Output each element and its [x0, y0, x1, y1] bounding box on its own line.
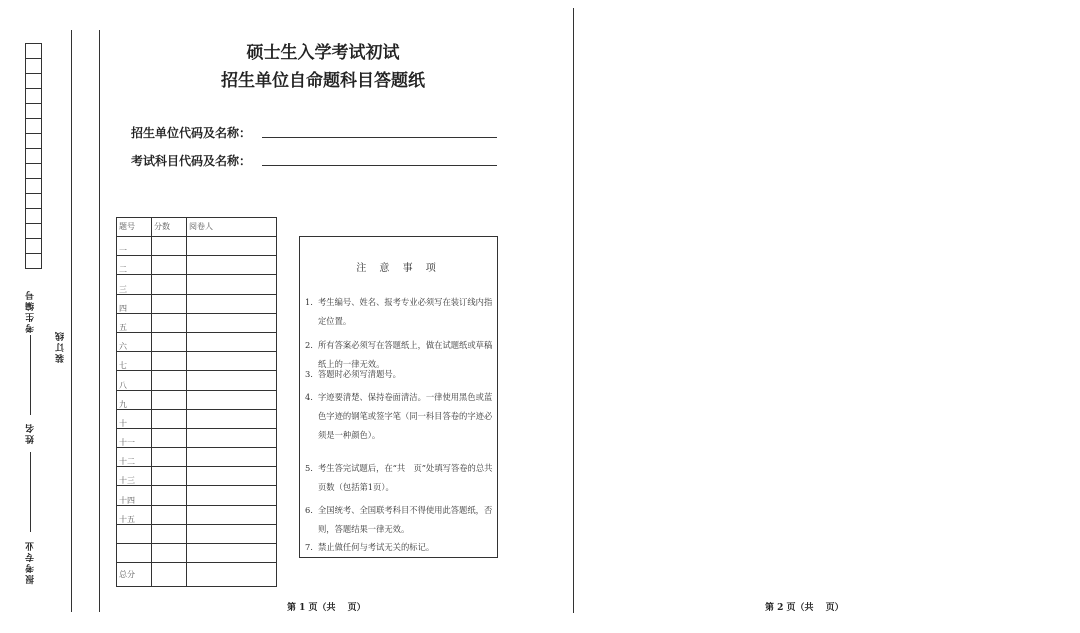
- score-cell[interactable]: [152, 467, 187, 486]
- binding-line-inner: [99, 30, 100, 612]
- score-cell[interactable]: [152, 352, 187, 371]
- score-table-row: [117, 467, 277, 486]
- score-table-row: [117, 544, 277, 563]
- score-table-row: [117, 524, 277, 543]
- question-number-cell: 二: [117, 256, 152, 275]
- name-line: [30, 452, 31, 532]
- institution-code-blank[interactable]: [262, 121, 497, 138]
- candidate-number-box[interactable]: [25, 43, 42, 59]
- question-number-cell: 十三: [117, 467, 152, 486]
- question-number-cell: 五: [117, 313, 152, 332]
- notice-item-number: 7.: [305, 542, 313, 552]
- notice-item-text: 所有答案必须写在答题纸上，做在试题纸或草稿纸上的一律无效。: [318, 340, 493, 369]
- subject-code-blank[interactable]: [262, 149, 497, 166]
- question-number-cell: 十五: [117, 505, 152, 524]
- page-1-footer: 第 1 页（共 页）: [287, 603, 366, 613]
- candidate-number-box[interactable]: [25, 178, 42, 194]
- score-table: [116, 217, 277, 587]
- score-cell[interactable]: [152, 294, 187, 313]
- candidate-number-box[interactable]: [25, 163, 42, 179]
- score-table-row: [117, 448, 277, 467]
- score-table-row: [117, 505, 277, 524]
- question-number-cell: 十一: [117, 428, 152, 447]
- score-cell[interactable]: [152, 237, 187, 256]
- notice-item-text: 考生答完试题后，在“共 页”处填写答卷的总共页数（包括第1页）。: [318, 463, 493, 492]
- grader-cell[interactable]: [187, 486, 277, 505]
- score-table-row: [117, 352, 277, 371]
- candidate-number-boxes: [25, 43, 42, 269]
- score-table-row: [117, 428, 277, 447]
- notice-item-number: 5.: [305, 463, 313, 473]
- notice-item-text: 禁止做任何与考试无关的标记。: [318, 542, 435, 552]
- score-table-row: [117, 409, 277, 428]
- candidate-number-box[interactable]: [25, 193, 42, 209]
- notice-item: [305, 459, 493, 497]
- total-score-label: 总分: [117, 563, 152, 587]
- score-table-row: [117, 486, 277, 505]
- candidate-number-label: 考生编号: [26, 289, 36, 333]
- grader-cell[interactable]: [187, 467, 277, 486]
- grader-cell[interactable]: [187, 275, 277, 294]
- score-table-row: [117, 390, 277, 409]
- question-number-cell: 六: [117, 332, 152, 351]
- score-cell[interactable]: [152, 390, 187, 409]
- notice-item-number: 2.: [305, 340, 313, 350]
- question-number-cell: [117, 524, 152, 543]
- candidate-number-box[interactable]: [25, 208, 42, 224]
- notice-title: 注 意 事 项: [356, 263, 441, 274]
- score-cell[interactable]: [152, 524, 187, 543]
- grader-cell[interactable]: [187, 256, 277, 275]
- binding-line-outer: [71, 30, 72, 612]
- grader-cell[interactable]: [187, 332, 277, 351]
- score-table-header: [117, 218, 277, 237]
- question-number-cell: [117, 544, 152, 563]
- question-number-cell: 八: [117, 371, 152, 390]
- candidate-number-box[interactable]: [25, 223, 42, 239]
- grader-cell[interactable]: [187, 544, 277, 563]
- notice-item-number: 6.: [305, 505, 313, 515]
- grader-cell[interactable]: [187, 390, 277, 409]
- question-number-cell: 七: [117, 352, 152, 371]
- candidate-number-box[interactable]: [25, 238, 42, 254]
- total-score-cell[interactable]: [152, 563, 187, 587]
- exam-title: 硕士生入学考试初试: [246, 43, 400, 63]
- grader-cell[interactable]: [187, 371, 277, 390]
- notice-item: [305, 388, 493, 445]
- grader-cell[interactable]: [187, 237, 277, 256]
- candidate-number-box[interactable]: [25, 58, 42, 74]
- notice-item-text: 全国统考、全国联考科目不得使用此答题纸，否则，答题结果一律无效。: [318, 505, 493, 534]
- candidate-number-box[interactable]: [25, 118, 42, 134]
- grader-cell[interactable]: [187, 352, 277, 371]
- question-number-cell: 十二: [117, 448, 152, 467]
- grader-cell[interactable]: [187, 448, 277, 467]
- score-table-row: [117, 332, 277, 351]
- score-table-row: [117, 294, 277, 313]
- notice-item-text: 考生编号、姓名、报考专业必须写在装订线内指定位置。: [318, 297, 493, 326]
- grader-cell[interactable]: [187, 505, 277, 524]
- grader-cell[interactable]: [187, 313, 277, 332]
- major-label: 报考专业: [26, 540, 36, 584]
- candidate-number-box[interactable]: [25, 88, 42, 104]
- binding-line-label: 装订线: [56, 330, 66, 363]
- question-number-cell: 三: [117, 275, 152, 294]
- candidate-number-box[interactable]: [25, 103, 42, 119]
- notice-item-number: 3.: [305, 369, 313, 379]
- notice-item-text: 答题时必须写清题号。: [318, 369, 401, 379]
- score-table-header-cell: 阅卷人: [187, 218, 277, 237]
- score-table-row: [117, 313, 277, 332]
- candidate-number-line: [30, 335, 31, 415]
- score-cell[interactable]: [152, 313, 187, 332]
- question-number-cell: 十: [117, 409, 152, 428]
- page-2-footer: 第 2 页（共 页）: [765, 603, 844, 613]
- score-cell[interactable]: [152, 505, 187, 524]
- score-table-row: [117, 371, 277, 390]
- notice-item: [305, 365, 493, 384]
- score-cell[interactable]: [152, 371, 187, 390]
- score-cell[interactable]: [152, 428, 187, 447]
- answer-sheet-page-2[interactable]: [574, 0, 1080, 633]
- score-table-row: [117, 275, 277, 294]
- score-cell[interactable]: [152, 544, 187, 563]
- grader-cell[interactable]: [187, 428, 277, 447]
- question-number-cell: 十四: [117, 486, 152, 505]
- grader-cell[interactable]: [187, 294, 277, 313]
- score-table-header-cell: 题号: [117, 218, 152, 237]
- score-table-header-cell: 分数: [152, 218, 187, 237]
- notice-item-number: 1.: [305, 297, 313, 307]
- subject-code-label: 考试科目代码及名称：: [131, 154, 252, 168]
- grader-cell[interactable]: [187, 409, 277, 428]
- notice-item: [305, 501, 493, 539]
- candidate-number-box[interactable]: [25, 73, 42, 89]
- score-cell[interactable]: [152, 275, 187, 294]
- grader-cell[interactable]: [187, 524, 277, 543]
- candidate-number-box[interactable]: [25, 148, 42, 164]
- question-number-cell: 四: [117, 294, 152, 313]
- score-cell[interactable]: [152, 256, 187, 275]
- institution-code-label: 招生单位代码及名称：: [131, 126, 252, 140]
- notice-box: [299, 236, 498, 558]
- score-table-row: [117, 256, 277, 275]
- score-cell[interactable]: [152, 448, 187, 467]
- notice-item: [305, 538, 493, 557]
- candidate-number-box[interactable]: [25, 253, 42, 269]
- name-label: 姓名: [26, 422, 36, 444]
- score-cell[interactable]: [152, 409, 187, 428]
- score-cell[interactable]: [152, 332, 187, 351]
- notice-item: [305, 293, 493, 331]
- notice-item-number: 4.: [305, 392, 313, 402]
- candidate-number-box[interactable]: [25, 133, 42, 149]
- question-number-cell: 一: [117, 237, 152, 256]
- question-number-cell: 九: [117, 390, 152, 409]
- score-table-total-row: [117, 563, 277, 587]
- score-cell[interactable]: [152, 486, 187, 505]
- notice-item-text: 字迹要清楚、保持卷面清洁。一律使用黑色或蓝色字迹的钢笔或签字笔（同一科目答卷的字迹必须是一种颜色）。: [318, 392, 493, 440]
- score-table-row: [117, 237, 277, 256]
- sheet-title: 招生单位自命题科目答题纸: [221, 71, 425, 91]
- total-grader-cell[interactable]: [187, 563, 277, 587]
